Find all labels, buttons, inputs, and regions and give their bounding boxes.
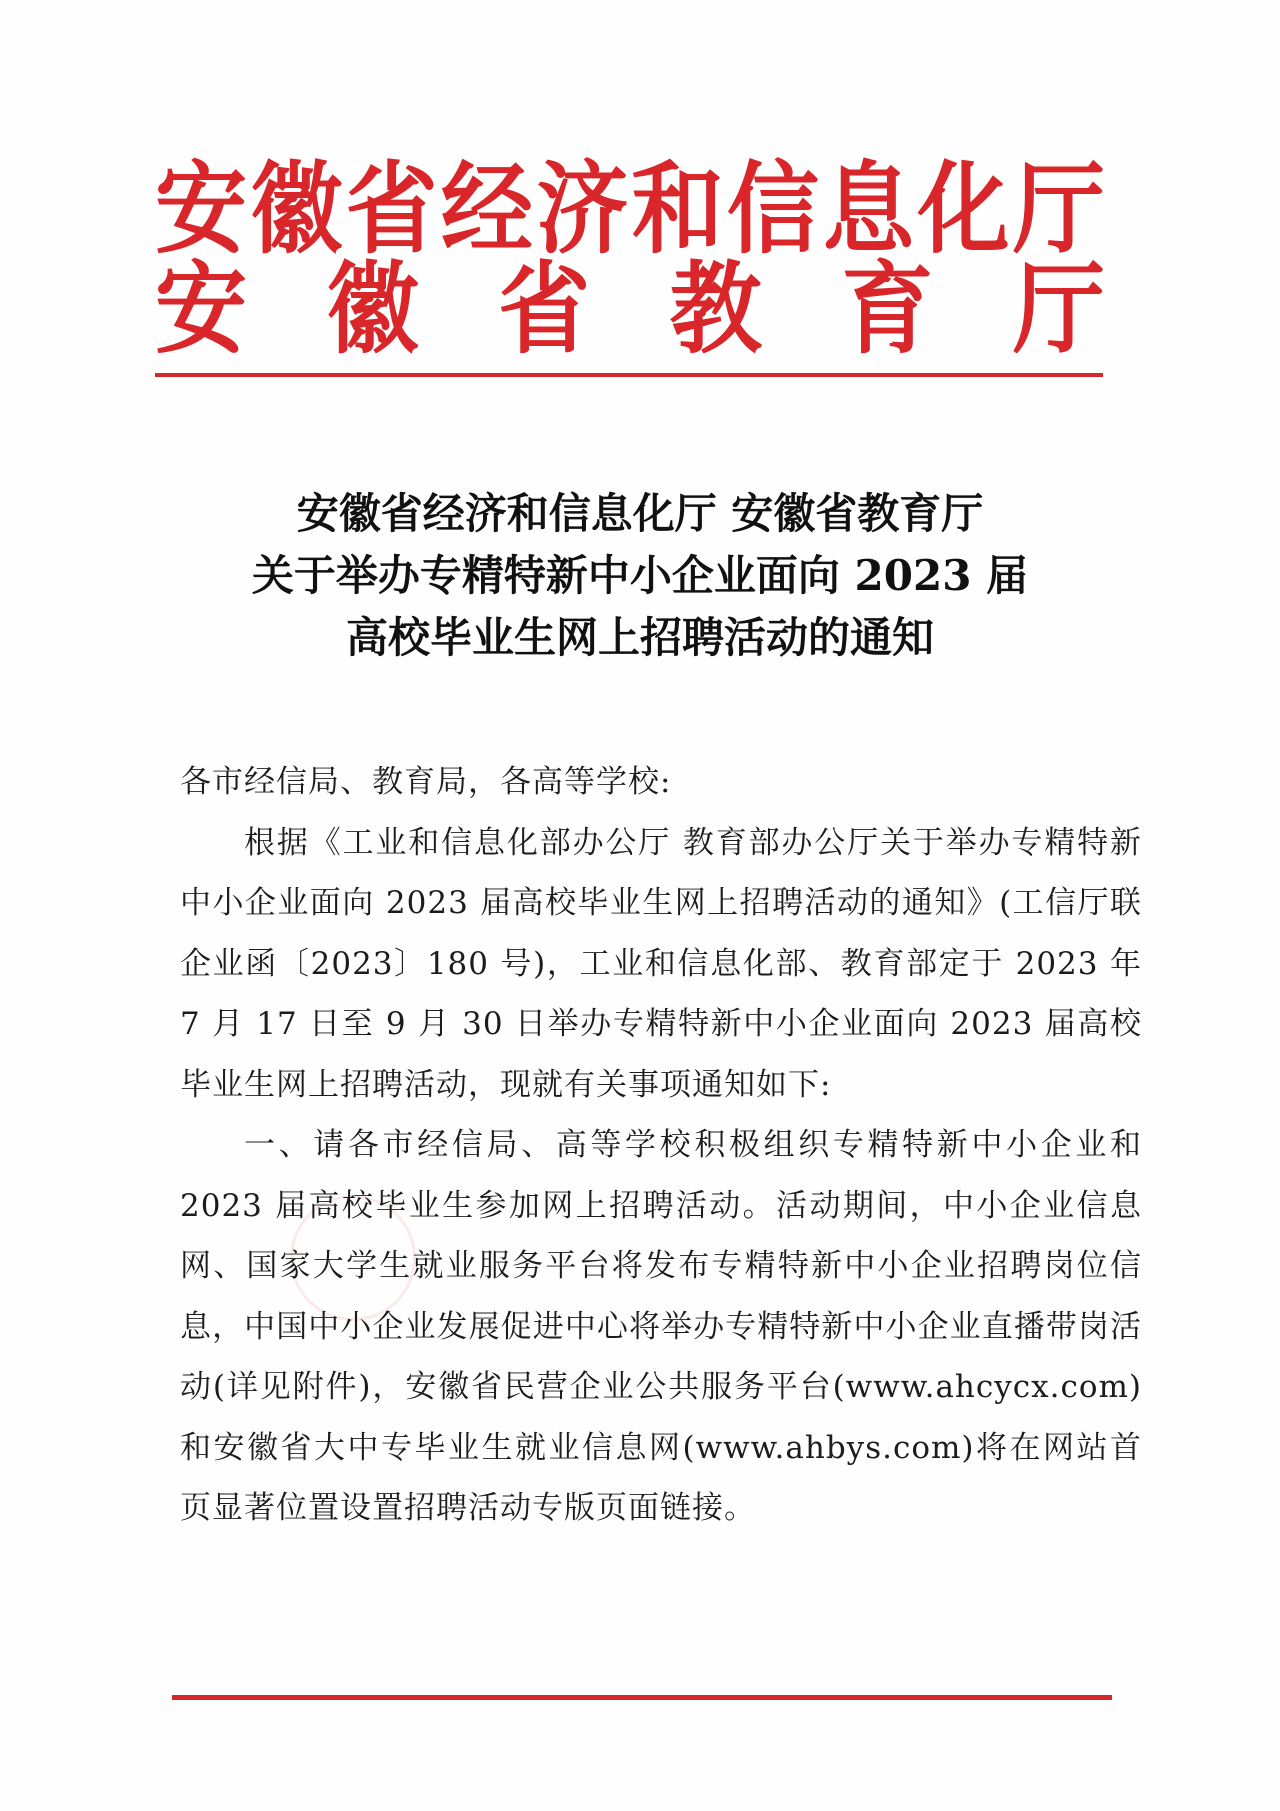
letterhead-char: 息 [822,151,915,268]
letterhead-line-1 [155,151,1105,268]
letterhead-char: 经 [440,151,533,268]
letterhead-char: 安 [155,251,248,368]
document-title [150,483,1130,669]
letterhead-char: 济 [536,151,629,268]
title-line-3: 高校毕业生网上招聘活动的通知 [345,613,934,662]
letterhead-char: 省 [345,151,438,268]
bottom-divider [172,1695,1112,1700]
letterhead-char: 化 [917,151,1010,268]
letterhead-char: 徽 [250,151,343,268]
letterhead-char: 安 [155,151,248,268]
title-line-2: 关于举办专精特新中小企业面向 2023 届 [251,551,1029,600]
letterhead [155,151,1105,368]
letterhead-char: 育 [841,251,934,368]
title-line-1: 安徽省经济和信息化厅 安徽省教育厅 [296,489,984,538]
letterhead-char: 省 [498,251,591,368]
salutation: 各市经信局、教育局，各高等学校: [180,764,672,800]
letterhead-char: 厅 [1012,251,1105,368]
paragraph-2: 一、请各市经信局、高等学校积极组织专精特新中小企业和 2023 届高校毕业生参加网上招聘活动。活动期间，中小企业信息网、国家大学生就业服务平台将发布专精特新中小企业招聘岗位信息，中国中小企业发展促进中心将举办专精特新中小企业直播带岗活动(详见附件)，安徽省民营企业公共服务平台(www.ahcycx.com)和安徽省大中专毕业生就业信息网(www.ahbys.com)将在网站首页显著位置设置招聘活动专版页面链接。 [180,1127,1142,1526]
letterhead-char: 厅 [1012,151,1105,268]
letterhead-line-2 [155,251,1105,368]
letterhead-divider [155,373,1103,377]
letterhead-char: 徽 [326,251,419,368]
letterhead-char: 信 [726,151,819,268]
document-body [180,752,1142,1539]
paragraph-1: 根据《工业和信息化部办公厅 教育部办公厅关于举办专精特新中小企业面向 2023 届高校毕业生网上招聘活动的通知》(工信厅联企业函〔2023〕180 号)，工业和信息化部、教育部定于 2023 年 7 月 17 日至 9 月 30 日举办专精特新中小企业面向 2023 届高校毕业生网上招聘活动，现就有关事项通知如下: [180,824,1142,1103]
letterhead-char: 和 [631,151,724,268]
letterhead-char: 教 [669,251,762,368]
